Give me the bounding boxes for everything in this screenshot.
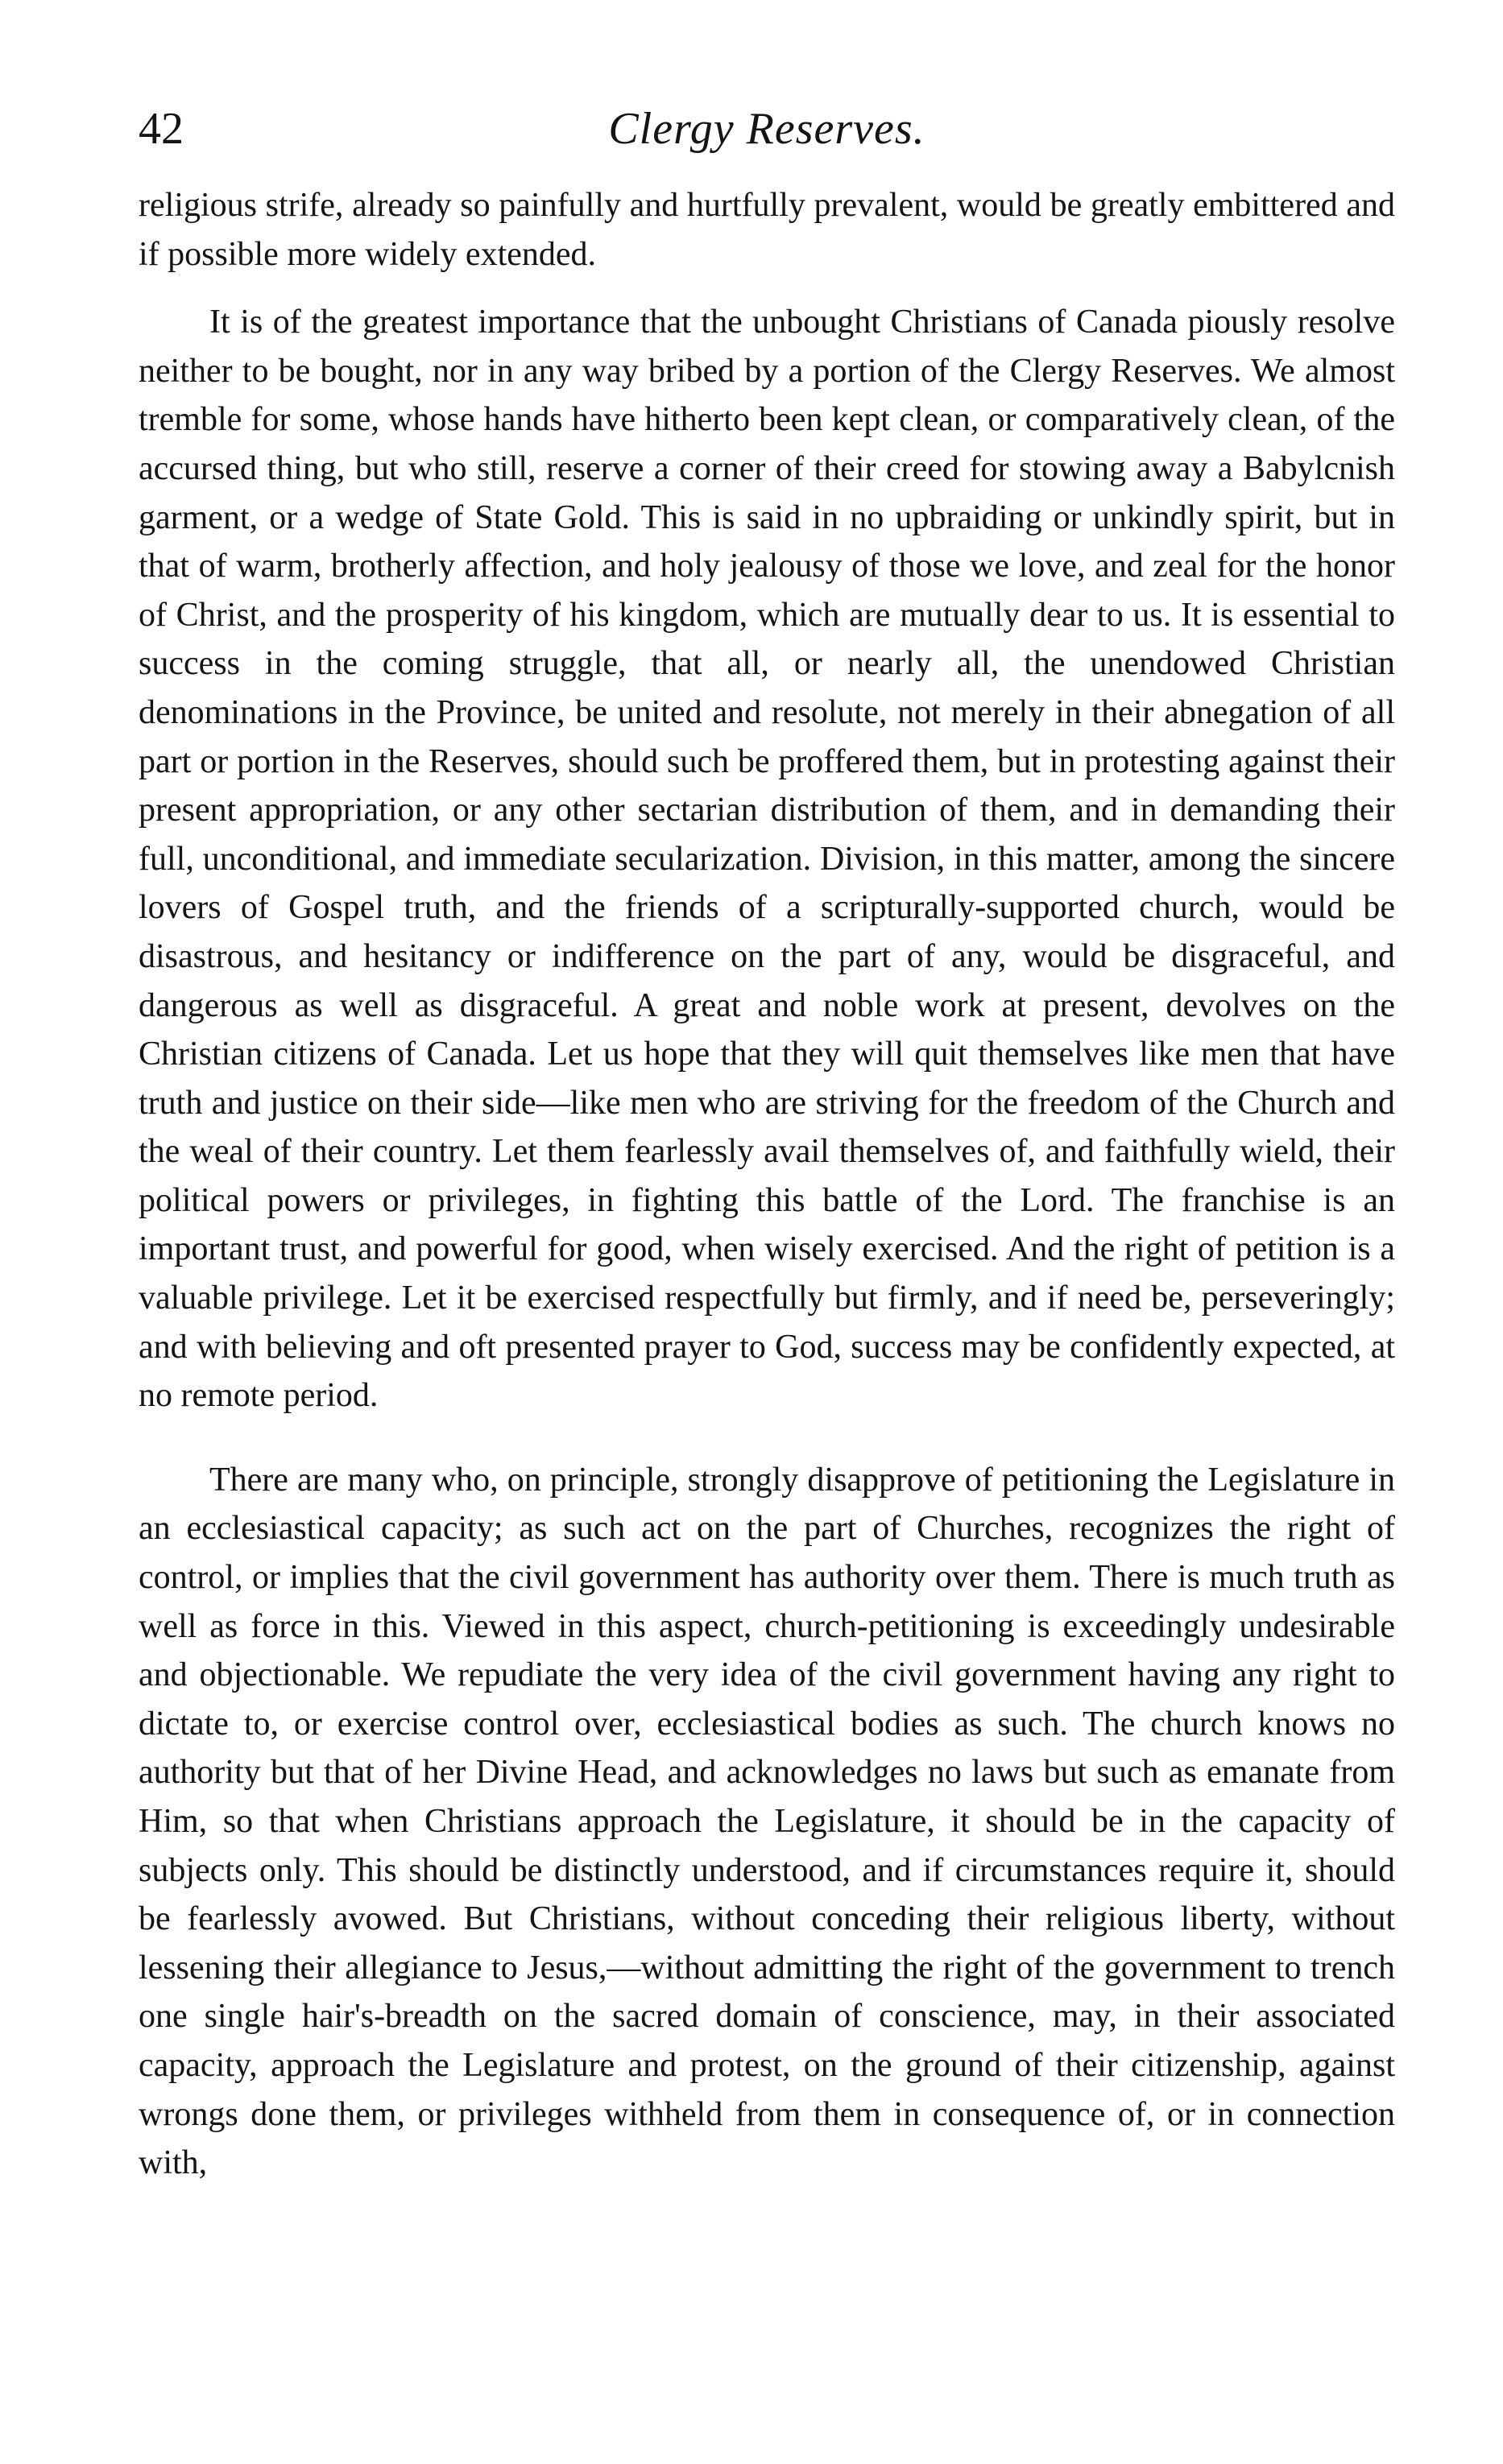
running-title: Clergy Reserves. [608, 104, 925, 154]
paragraph-continued: religious strife, already so painfully and hurtfully prevalent, would be greatly embittered and if possible more widely extended. [139, 187, 1395, 273]
paragraph-petitioning: There are many who, on principle, strongly disapprove of petitioning the Legislature in an ecclesiastical capacity; as such act on the part of Churches, recognizes the right of control, or implies that the civil government has authority over them. There is much truth as well as force in this. Viewed in this aspect, church-petitioning is exceedingly undesirable and objectionable. We repudiate the very idea of the civil government having any right to dictate to, or exercise control over, ecclesiastical bodies as such. The church knows no authority but that of her Divine Head, and acknowledges no laws but such as emanate from Him, so that when Christians approach the Legislature, it should be in the capacity of subjects only. This should be distinctly understood, and if circumstances require it, should be fearlessly avowed. But Christians, without conceding their religious liberty, without lessening their allegiance to Jesus,—without admitting the right of the government to trench one single hair's-breadth on the sacred domain of conscience, may, in their associated capacity, approach the Legislature and protest, on the ground of their citizenship, against wrongs done them, or privileges withheld from them in consequence of, or in connection with, [139, 1461, 1395, 2182]
page-number: 42 [139, 104, 184, 154]
paragraph-clergy-reserves: It is of the greatest importance that the unbought Christians of Canada piously resolve neither to be bought, nor in any way bribed by a portion of the Clergy Reserves. We almost tremble for some, whose hands have hitherto been kept clean, or comparatively clean, of the accursed thing, but who still, reserve a corner of their creed for stowing away a Babylcnish garment, or a wedge of State Gold. This is said in no upbraiding or unkindly spirit, but in that of warm, brotherly affection, and holy jealousy of those we love, and zeal for the honor of Christ, and the prosperity of his kingdom, which are mutually dear to us. It is essential to success in the coming struggle, that all, or nearly all, the unendowed Christian denominations in the Province, be united and resolute, not merely in their abnegation of all part or portion in the Reserves, should such be proffered them, but in protesting against their present appropriation, or any other sectarian distribution of them, and in demanding their full, unconditional, and immediate secularization. Division, in this matter, among the sincere lovers of Gospel truth, and the friends of a scripturally-supported church, would be disastrous, and hesitancy or indifference on the part of any, would be disgraceful, and dangerous as well as disgraceful. A great and noble work at present, devolves on the Christian citizens of Canada. Let us hope that they will quit themselves like men that have truth and justice on their side—like men who are striving for the freedom of the Church and the weal of their country. Let them fearlessly avail themselves of, and faithfully wield, their political powers or privileges, in fighting this battle of the Lord. The franchise is an important trust, and powerful for good, when wisely exercised. And the right of petition is a valuable privilege. Let it be exercised respectfully but firmly, and if need be, perseveringly; and with believing and oft presented prayer to God, success may be confidently expected, at no remote period. [139, 304, 1395, 1415]
running-head [139, 97, 1395, 161]
body-text [139, 181, 1395, 2188]
